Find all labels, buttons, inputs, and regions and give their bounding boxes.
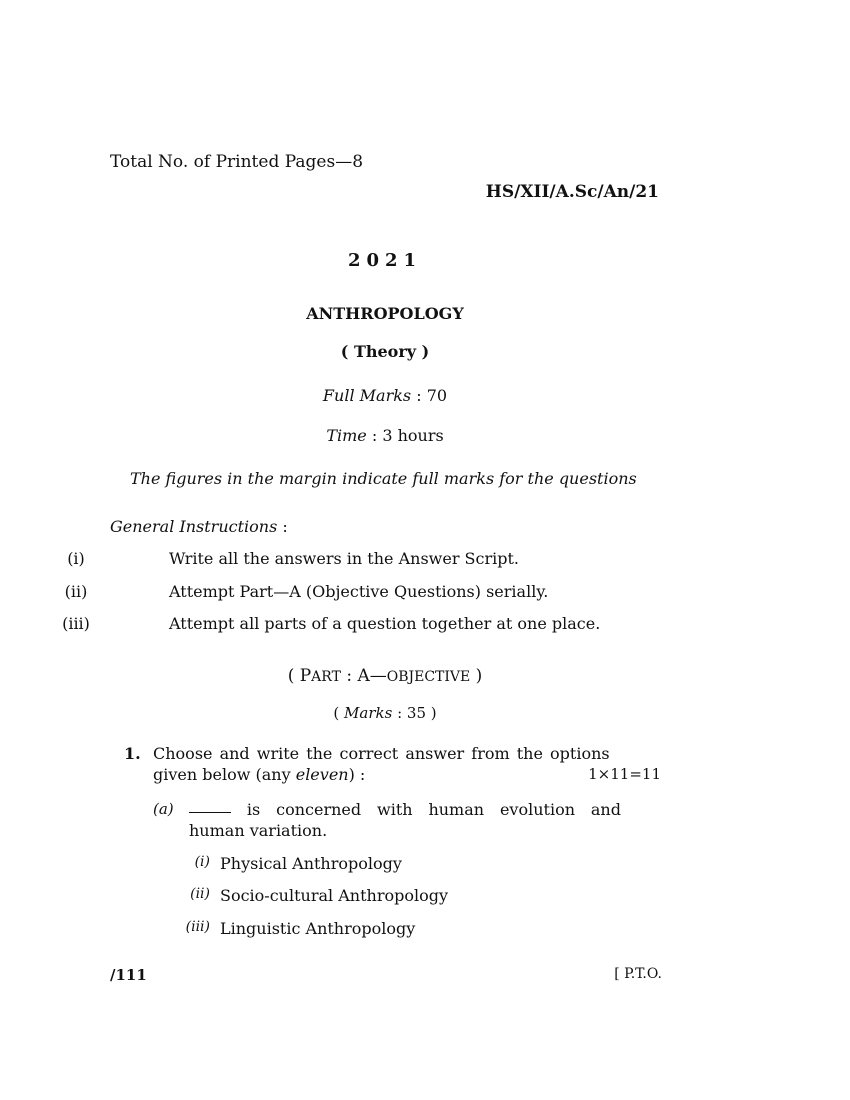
paper-type: ( Theory ): [340, 342, 430, 361]
exam-year: 2021: [347, 250, 423, 271]
part-a-marks: [0, 704, 770, 722]
instruction-text: Attempt all parts of a question together at one place.: [169, 614, 601, 633]
full-marks: [0, 386, 770, 405]
part-open: ( P: [287, 666, 312, 686]
marks-value: : 35 ): [397, 704, 437, 722]
question-number: 1.: [124, 744, 141, 763]
q1-text-italic: eleven: [295, 765, 349, 784]
instruction-text: Attempt Part—A (Objective Questions) serially.: [169, 582, 549, 601]
word: human: [428, 800, 485, 819]
question-text-line2: [153, 765, 365, 784]
instruction-number: (i): [67, 549, 85, 568]
part-a-heading: [0, 666, 770, 686]
pto-note: [ P.T.O.: [614, 966, 662, 982]
part-word: ART: [311, 669, 341, 685]
word: concerned: [276, 800, 362, 819]
instruction-number: (iii): [62, 614, 90, 633]
option-text: Socio-cultural Anthropology: [220, 886, 448, 905]
exam-time: [0, 426, 770, 445]
option-text: Linguistic Anthropology: [220, 919, 416, 938]
option-number: (iii): [185, 919, 210, 935]
time-value: : 3 hours: [371, 426, 444, 445]
subject-title: ANTHROPOLOGY: [306, 304, 464, 323]
marks-open: (: [333, 704, 340, 722]
full-marks-label: Full Marks: [322, 386, 412, 405]
word: and: [590, 800, 621, 819]
marks-label: Marks: [344, 704, 393, 722]
q1-text-post: ) :: [348, 765, 366, 784]
full-marks-value: : 70: [416, 386, 448, 405]
option-text: Physical Anthropology: [220, 854, 402, 873]
total-pages: Total No. of Printed Pages—8: [110, 152, 364, 172]
part-letter: : A—: [340, 666, 387, 686]
word: evolution: [499, 800, 575, 819]
subquestion-text: [189, 800, 621, 819]
instruction-number: (ii): [64, 582, 88, 601]
footer-code: /111: [110, 966, 147, 984]
objective-word: OBJECTIVE: [386, 669, 471, 685]
subquestion-text-line2: human variation.: [189, 821, 328, 840]
answer-blank: [189, 800, 231, 813]
general-instructions-colon: :: [282, 517, 288, 536]
general-instructions-title: [110, 517, 288, 536]
part-close: ): [470, 666, 483, 686]
margin-note: The figures in the margin indicate full marks for the questions: [130, 469, 637, 488]
word: is: [246, 800, 261, 819]
option-number: (i): [194, 854, 210, 870]
subquestion-label: (a): [153, 800, 174, 818]
option-number: (ii): [190, 886, 210, 902]
time-label: Time: [326, 426, 367, 445]
general-instructions-label: General Instructions: [110, 517, 278, 536]
paper-code: HS/XII/A.Sc/An/21: [485, 182, 659, 202]
instruction-text: Write all the answers in the Answer Script.: [169, 549, 519, 568]
q1-text-pre: given below (any: [153, 765, 296, 784]
question-text: Choose and write the correct answer from the options: [153, 744, 610, 763]
question-marks: 1×11=11: [588, 765, 661, 783]
word: with: [377, 800, 413, 819]
